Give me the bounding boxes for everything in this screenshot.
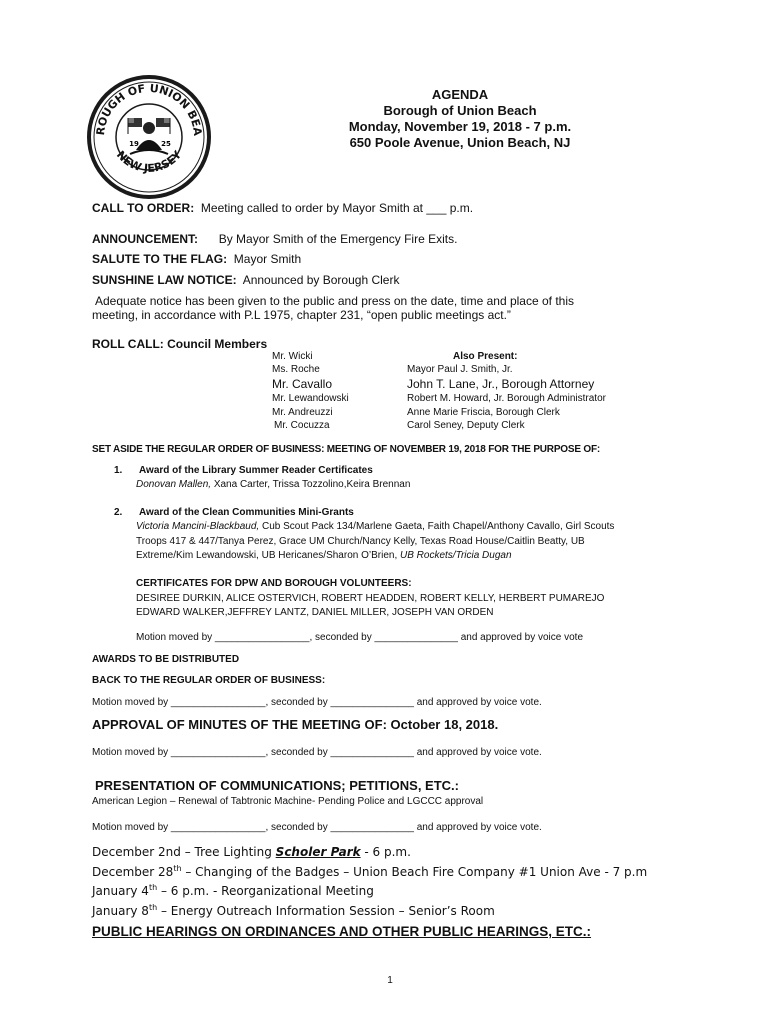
also-present-person: Anne Marie Friscia, Borough Clerk xyxy=(407,406,560,418)
seal-bottom-text: NEW JERSEY xyxy=(113,148,185,175)
item-2-title: Award of the Clean Communities Mini-Grants xyxy=(139,507,354,518)
item-2-recipients xyxy=(136,520,614,564)
item-1-names xyxy=(136,479,410,490)
certificates-section xyxy=(136,577,604,621)
set-aside-heading: SET ASIDE THE REGULAR ORDER OF BUSINESS: MEETING OF NOVEMBER 19, 2018 FOR THE PURPOSE OF: xyxy=(92,444,601,455)
roll-call-label: ROLL CALL: Council Members xyxy=(92,337,268,351)
volunteer-names: EDWARD WALKER,JEFFREY LANTZ, DANIEL MILLER, JOSEPH VAN ORDEN xyxy=(136,607,494,618)
motion-line: Motion moved by _________________, seconded by _______________ and approved by voice vote. xyxy=(92,822,542,833)
item-2-number: 2. xyxy=(114,507,123,518)
upcoming-events xyxy=(92,845,647,919)
event-item: January 8th – Energy Outreach Information Session – Senior’s Room xyxy=(92,902,495,918)
certificates-title: CERTIFICATES FOR DPW AND BOROUGH VOLUNTEERS: xyxy=(136,578,412,589)
scholer-park-link: Scholer Park xyxy=(275,845,361,859)
call-to-order-label: CALL TO ORDER: xyxy=(92,201,195,215)
member: Mr. Wicki xyxy=(272,351,313,362)
also-present-label: Also Present: xyxy=(453,351,518,362)
sunshine-law-notice xyxy=(92,273,399,287)
seal-year-left: 19 xyxy=(129,140,139,148)
agenda-title: AGENDA xyxy=(431,87,489,102)
also-present-person: Carol Seney, Deputy Clerk xyxy=(407,419,525,431)
salute-label: SALUTE TO THE FLAG: xyxy=(92,252,228,266)
sunshine-label: SUNSHINE LAW NOTICE: xyxy=(92,273,237,287)
item-1-names-italic: Donovan Mallen, xyxy=(136,479,212,490)
announcement-label: ANNOUNCEMENT: xyxy=(92,232,198,246)
also-present-person: Mayor Paul J. Smith, Jr. xyxy=(407,364,513,376)
awards-distributed: AWARDS TO BE DISTRIBUTED xyxy=(92,654,240,665)
event-item: December 28th – Changing of the Badges – Union Beach Fire Company #1 Union Ave - 7 p.m xyxy=(92,863,648,879)
event-item: December 2nd – Tree Lighting Scholer Park - 6 p.m. xyxy=(92,845,411,859)
item-1-number: 1. xyxy=(114,465,123,476)
volunteer-names: DESIREE DURKIN, ALICE OSTERVICH, ROBERT HEADDEN, ROBERT KELLY, HERBERT PUMAREJO xyxy=(136,592,605,604)
recipient-text: Troops 417 & 447/Tanya Perez, Grace UM Church/Nancy Kelly, Texas Road House/Caitlin Beatty, UB xyxy=(136,535,585,547)
borough-name: Borough of Union Beach xyxy=(383,103,537,118)
seal-year-right: 25 xyxy=(161,140,171,148)
also-present-list xyxy=(407,350,606,432)
member: Ms. Roche xyxy=(272,364,320,376)
member: Mr. Andreuzzi xyxy=(272,406,333,418)
salute-to-flag xyxy=(92,252,301,266)
also-present-person: Robert M. Howard, Jr. Borough Administrator xyxy=(407,393,606,405)
seal-top-text: ROUGH OF UNION BEA xyxy=(93,81,205,137)
agenda-header xyxy=(310,87,610,151)
recipient-text: Extreme/Kim Lewandowski, UB Hericanes/Sharon O’Brien, xyxy=(136,550,400,561)
member: Mr. Cocuzza xyxy=(274,419,330,431)
communications-heading: PRESENTATION OF COMMUNICATIONS; PETITIONS, ETC.: xyxy=(95,778,459,793)
recipient-text: Cub Scout Pack 134/Marlene Gaeta, Faith Chapel/Anthony Cavallo, Girl Scouts xyxy=(259,521,615,532)
recipient-italic: UB Rockets/Tricia Dugan xyxy=(400,550,512,561)
item-1-title: Award of the Library Summer Reader Certificates xyxy=(139,465,373,476)
event-item: January 4th – 6 p.m. - Reorganizational Meeting xyxy=(92,883,374,898)
recipient-italic: Victoria Mancini-Blackbaud, xyxy=(136,521,260,532)
approval-minutes-heading: APPROVAL OF MINUTES OF THE MEETING OF: October 18, 2018. xyxy=(92,717,499,732)
call-to-order xyxy=(92,201,473,215)
sunshine-text: Announced by Borough Clerk xyxy=(242,273,400,287)
call-to-order-text: Meeting called to order by Mayor Smith at ___ p.m. xyxy=(200,201,474,215)
motion-line: Motion moved by _________________, seconded by _______________ and approved by voice vote. xyxy=(92,747,542,758)
back-to-regular: BACK TO THE REGULAR ORDER OF BUSINESS: xyxy=(92,675,326,686)
salute-text: Mayor Smith xyxy=(233,252,302,266)
notice-line-2: meeting, in accordance with P.L 1975, chapter 231, “open public meetings act.” xyxy=(92,308,511,322)
notice-line-1: Adequate notice has been given to the public and press on the date, time and place of this xyxy=(95,294,574,308)
motion-line: Motion moved by _________________, seconded by _______________ and approved by voice vote xyxy=(136,632,584,643)
public-hearings-heading: PUBLIC HEARINGS ON ORDINANCES AND OTHER PUBLIC HEARINGS, ETC.: xyxy=(92,924,592,939)
announcement-text: By Mayor Smith of the Emergency Fire Exits. xyxy=(218,232,458,246)
seal-graphic xyxy=(84,72,214,202)
communications-text: American Legion – Renewal of Tabtronic Machine- Pending Police and LGCCC approval xyxy=(92,796,484,807)
member: Mr. Lewandowski xyxy=(272,393,349,405)
sunshine-notice-paragraph xyxy=(92,294,574,322)
member: Mr. Cavallo xyxy=(272,377,333,392)
borough-seal xyxy=(84,72,214,202)
announcement xyxy=(92,232,457,246)
motion-line: Motion moved by _________________, seconded by _______________ and approved by voice vote. xyxy=(92,697,542,708)
meeting-address: 650 Poole Avenue, Union Beach, NJ xyxy=(349,135,571,150)
also-present-person: John T. Lane, Jr., Borough Attorney xyxy=(407,377,595,392)
meeting-date: Monday, November 19, 2018 - 7 p.m. xyxy=(348,119,572,134)
item-1-names-rest: Xana Carter, Trissa Tozzolino,Keira Brennan xyxy=(211,479,411,490)
page-number: 1 xyxy=(387,975,393,986)
council-members-list xyxy=(272,350,349,432)
